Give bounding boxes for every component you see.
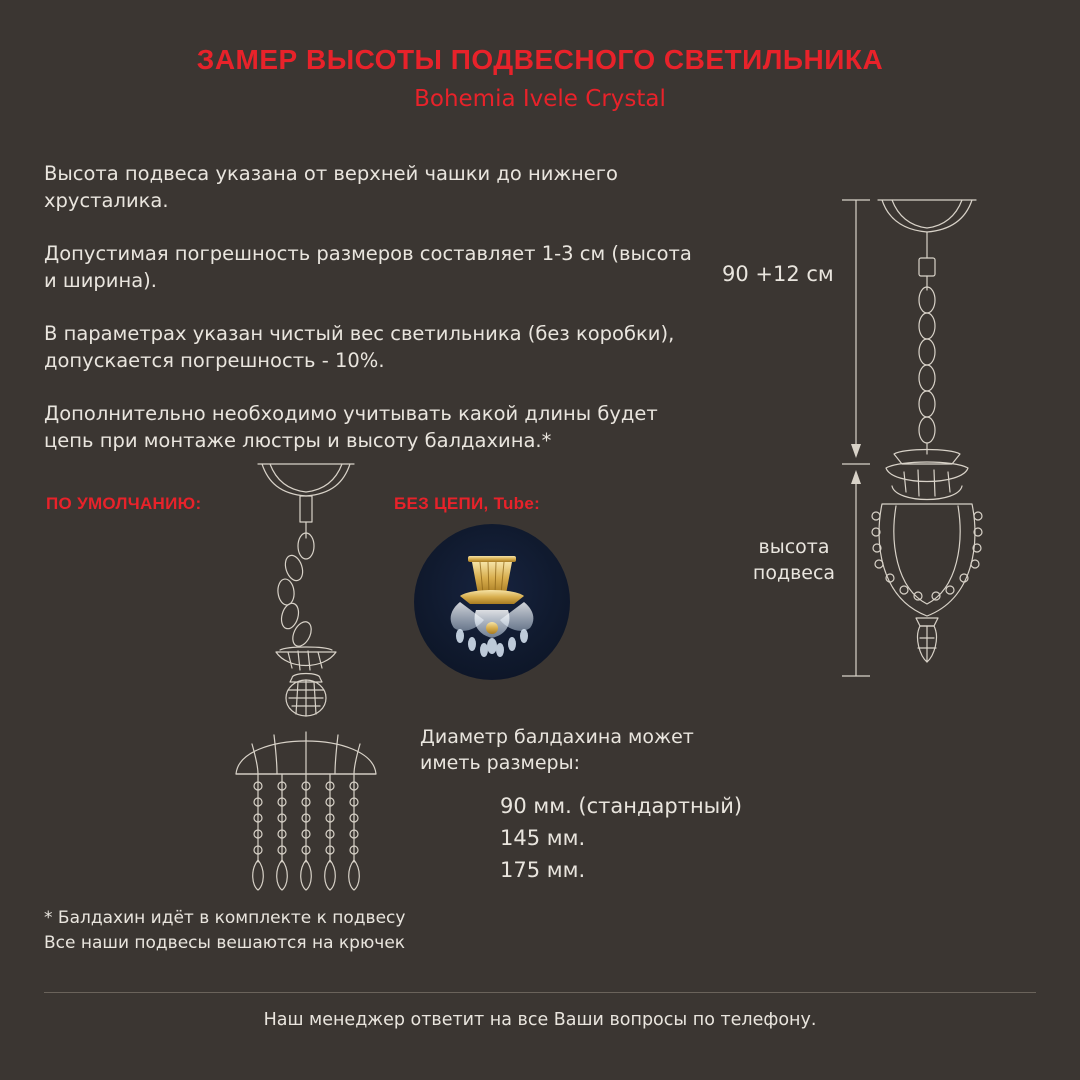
canopy-size-list	[500, 790, 742, 886]
pendant-height-line2: подвеса	[752, 562, 836, 584]
footnote-line-2: Все наши подвесы вешаются на крючек	[44, 933, 406, 953]
pendant-default-illustration	[196, 446, 416, 906]
footnote-line-1: * Балдахин идёт в комплекте к подвесу	[44, 908, 406, 928]
intro-paragraph-2: Допустимая погрешность размеров составляет 1-3 см (высота и ширина).	[44, 242, 692, 292]
canopy-note-line1: Диаметр балдахина может	[420, 726, 694, 748]
footer-text: Наш менеджер ответит на все Ваши вопросы по телефону.	[263, 1010, 817, 1030]
canopy-size-item: 175 мм.	[500, 858, 586, 882]
page-title: ЗАМЕР ВЫСОТЫ ПОДВЕСНОГО СВЕТИЛЬНИКА	[196, 44, 884, 75]
intro-paragraph-4: Дополнительно необходимо учитывать какой длины будет цепь при монтаже люстры и высоту балдахина.*	[44, 402, 658, 452]
top-dimension-label: 90 +12 см	[722, 262, 834, 286]
pendant-height-label	[742, 534, 846, 586]
footer-divider	[44, 992, 1036, 993]
footnotes	[44, 906, 405, 956]
pendant-height-line1: высота	[758, 536, 830, 558]
intro-paragraph-3: В параметрах указан чистый вес светильника (без коробки), допускается погрешность - 10%.	[44, 322, 675, 372]
canopy-size-item: 90 мм. (стандартный)	[500, 794, 743, 818]
canopy-note-line2: иметь размеры:	[420, 752, 580, 774]
dimension-arrows	[836, 186, 876, 696]
intro-paragraph-1: Высота подвеса указана от верхней чашки до нижнего хрусталика.	[44, 162, 618, 212]
default-section-label: ПО УМОЛЧАНИЮ:	[46, 494, 202, 513]
tube-section-label: БЕЗ ЦЕПИ, Tube:	[394, 494, 541, 513]
canopy-size-item: 145 мм.	[500, 826, 586, 850]
tube-fixture-icon	[414, 524, 570, 680]
canopy-diameter-note	[420, 724, 760, 776]
page-subtitle: Bohemia Ivele Crystal	[414, 86, 666, 112]
intro-text-block	[44, 160, 704, 454]
tube-product-photo	[414, 524, 570, 680]
